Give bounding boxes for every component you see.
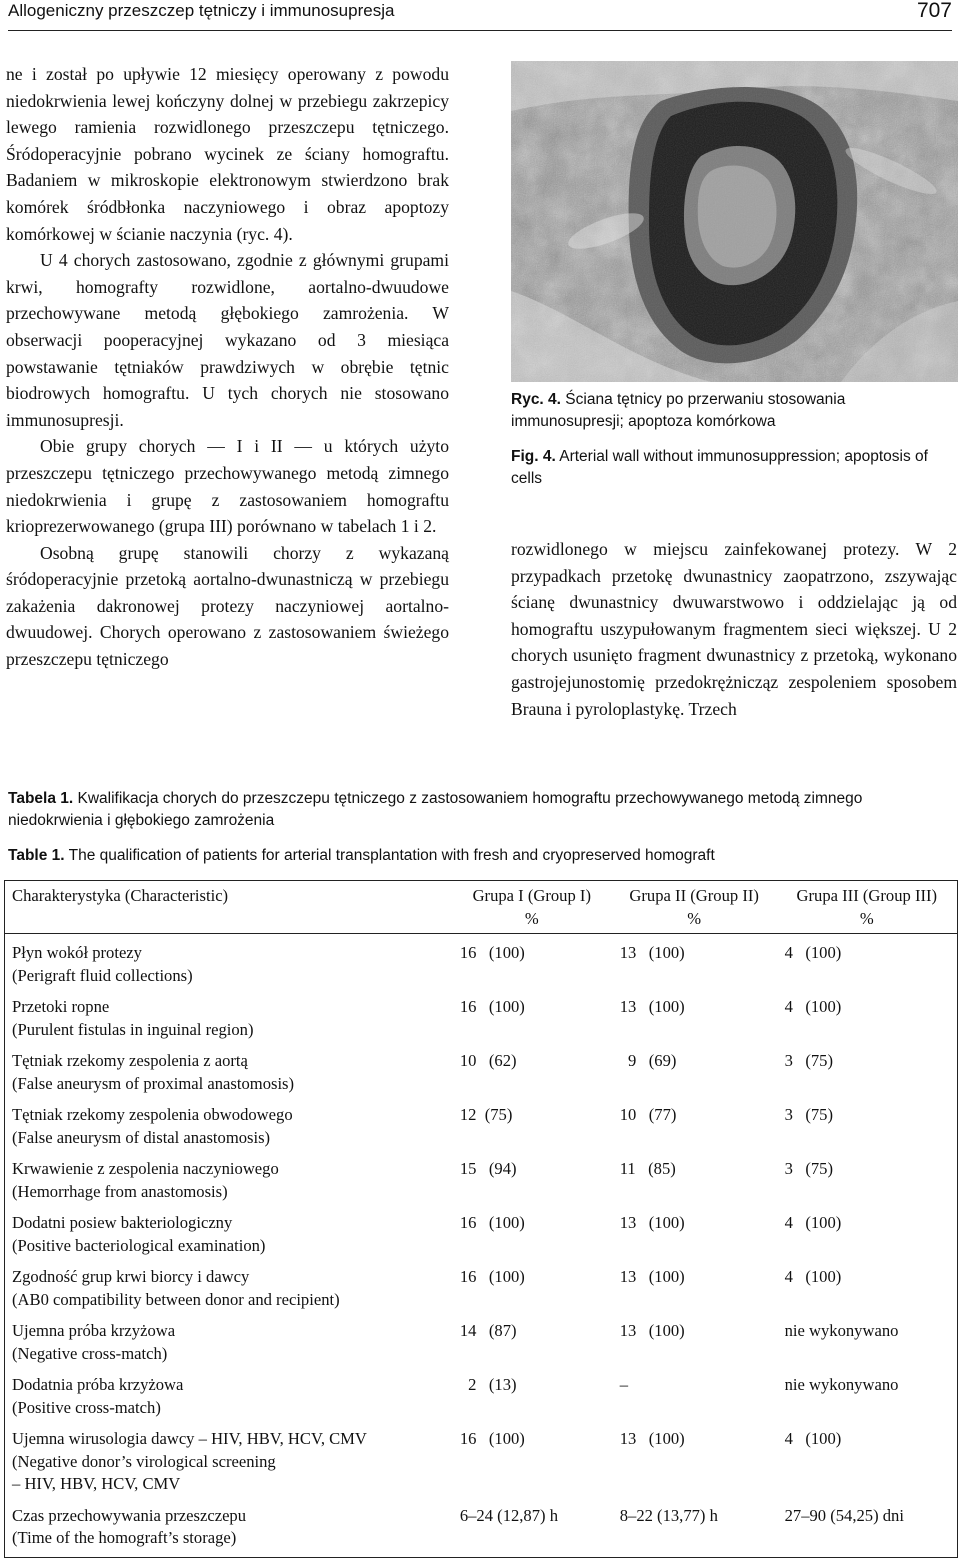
figure-caption-label: Ryc. 4. [511,391,561,408]
value-cell-g3: 3 (75) [784,1159,833,1178]
value-cell-g2: 13 (100) [619,1213,685,1232]
value-cell-g3: 4 (100) [784,943,842,962]
table-row [5,934,958,988]
header-characteristic: Charakterystyka (Characteristic) [5,881,452,934]
value-cell-g3: 3 (75) [784,1105,833,1124]
table-caption-pl [8,788,952,832]
characteristic-cell [5,1149,452,1203]
electron-micrograph-image [511,61,958,382]
characteristic-pl: Dodatni posiew bakteriologiczny [12,1213,233,1232]
value-cell-g1: 14 (87) [459,1321,517,1340]
table-row [5,1149,958,1203]
header-group-3 [777,881,958,934]
characteristic-cell [5,1041,452,1095]
table-row [5,1496,958,1558]
table-caption-en [8,845,952,867]
characteristic-en: (Positive cross-match) [12,1397,161,1417]
table-row [5,1419,958,1496]
paragraph: Osobną grupę stanowili chorzy z wykazaną śródoperacyjnie przetoką aortalno-dwunastniczą w przebiegu zakażenia dakronowej protezy naczyniowej aortalno-dwuudowej. Chorych operowano z zastosowaniem świeżego przeszczepu tętniczego [6,542,449,670]
value-cell-g1: 16 (100) [459,1267,525,1286]
value-cell-g1: 16 (100) [459,943,525,962]
header-percent: % [859,908,874,928]
paragraph: U 4 chorych zastosowano, zgodnie z głównymi grupami krwi, homografty rozwidlone, aortalno-dwuudowe przechowywane metodą głębokiego zamrożenia. W obserwacji pooperacyjnej wykazano od 3 miesiąca powstawanie tętniaków prawdziwych w obrębie tętnic biodrowych homograftu. U tych chorych nie stosowano immunosupresji. [6,250,449,430]
characteristic-cell [5,1365,452,1419]
value-cell-g2: 11 (85) [619,1159,676,1178]
characteristic-cell [5,1203,452,1257]
characteristic-en: (Negative cross-match) [12,1343,168,1363]
table-caption-label: Tabela 1. [8,790,74,807]
value-cell-g2: 13 (100) [619,1267,685,1286]
characteristic-pl: Tętniak rzekomy zespolenia obwodowego [12,1105,293,1124]
value-cell-g1: 15 (94) [459,1159,517,1178]
right-text-column [511,536,957,722]
characteristic-pl: Krwawienie z zespolenia naczyniowego [12,1159,279,1178]
table-caption-label: Table 1. [8,847,65,864]
characteristic-cell [5,1496,452,1558]
characteristic-pl: Dodatnia próba krzyżowa [12,1375,184,1394]
characteristic-pl: Ujemna wirusologia dawcy – HIV, HBV, HCV, CMV [12,1429,367,1448]
page-header [8,0,952,31]
characteristic-en: (Time of the homograft’s storage) [12,1528,237,1547]
figure-caption-pl [511,389,957,433]
characteristic-en: (Purulent fistulas in inguinal region) [12,1019,254,1039]
paragraph: ne i został po upływie 12 miesięcy operowany z powodu niedokrwienia lewej kończyny dolnej w przebiegu zakrzepicy lewego ramienia rozwidlonego przeszczepu tętniczego. Śródoperacyjnie pobrano wycinek ze ściany homograftu. Badaniem w mikroskopie elektronowym stwierdzono brak komórek śródbłonka naczyniowego i obraz apoptozy komórkowej w ścianie naczynia (ryc. 4). [6,64,449,244]
left-text-column [6,61,449,673]
table-row [5,987,958,1041]
characteristic-en: (AB0 compatibility between donor and recipient) [12,1289,340,1309]
value-cell-g3: 4 (100) [784,1213,842,1232]
value-cell-g2: 13 (100) [619,1321,685,1340]
micrograph-figure [511,61,958,382]
characteristic-cell [5,934,452,988]
characteristic-cell [5,987,452,1041]
characteristic-pl: Czas przechowywania przeszczepu [12,1505,247,1525]
paragraph: Obie grupy chorych — I i II — u których użyto przeszczepu tętniczego przechowywanego metodą zimnego niedokrwienia i grupę z zastosowaniem homograftu krioprezerwowanego (grupa III) porównano w tabelach 1 i 2. [6,436,449,537]
characteristic-cell [5,1257,452,1311]
characteristic-cell [5,1419,452,1496]
figure-caption-text: Arterial wall without immunosuppression; apoptosis of cells [511,448,928,487]
header-group-1-label: Grupa I (Group I) [472,886,591,905]
table-row [5,1095,958,1149]
table-row [5,1311,958,1365]
table-caption-text: The qualification of patients for arterial transplantation with fresh and cryopreserved homograft [68,847,715,864]
running-title: Allogeniczny przeszczep tętniczy i immunosupresja [8,1,395,20]
table-row [5,1257,958,1311]
header-percent: % [524,908,539,928]
value-cell-g3: 3 (75) [784,1051,833,1070]
characteristic-en: (Hemorrhage from anastomosis) [12,1181,228,1201]
figure-caption-text: Ściana tętnicy po przerwaniu stosowania immunosupresji; apoptoza komórkowa [511,391,846,430]
value-cell-g1: 16 (100) [459,1429,525,1448]
value-cell-g2: 13 (100) [619,943,685,962]
characteristic-en: (Negative donor’s virological screening [12,1451,276,1471]
value-cell-g2: 10 (77) [619,1105,677,1124]
characteristic-en: (False aneurysm of distal anastomosis) [12,1127,271,1147]
characteristic-pl: Tętniak rzekomy zespolenia z aortą [12,1051,248,1070]
characteristic-en: (False aneurysm of proximal anastomosis) [12,1073,295,1093]
characteristic-en: – HIV, HBV, HCV, CMV [12,1474,181,1493]
table-row [5,1365,958,1419]
characteristic-pl: Płyn wokół protezy [12,943,142,962]
header-group-3-label: Grupa III (Group III) [796,886,938,905]
value-cell-g2: 13 (100) [619,1429,685,1448]
value-cell-g3: 27–90 (54,25) dni [784,1505,904,1525]
figure-caption-en [511,446,957,490]
header-group-2-label: Grupa II (Group II) [629,886,759,905]
figure-caption-label: Fig. 4. [511,448,556,465]
characteristic-pl: Ujemna próba krzyżowa [12,1321,176,1340]
header-group-2 [612,881,777,934]
value-cell-g3: 4 (100) [784,1429,842,1448]
characteristic-en: (Perigraft fluid collections) [12,965,193,985]
value-cell-g1: 6–24 (12,87) h [459,1505,558,1525]
value-cell-g2: – [619,1375,629,1394]
value-cell-g2: 9 (69) [619,1051,677,1070]
value-cell-g1: 16 (100) [459,997,525,1016]
qualification-table [4,880,958,1558]
table-header-row [5,881,958,934]
value-cell-g1: 12 (75) [459,1105,513,1124]
characteristic-cell [5,1311,452,1365]
value-cell-g1: 2 (13) [459,1375,517,1394]
value-cell-g2: 8–22 (13,77) h [619,1505,718,1525]
characteristic-pl: Przetoki ropne [12,997,110,1016]
value-cell-g3: nie wykonywano [784,1321,899,1340]
paragraph: rozwidlonego w miejscu zainfekowanej protezy. W 2 przypadkach przetokę dwunastnicy zaopatrzono, zszywając ścianę dwunastnicy dwuwarstwowo i oddzielając ją od homograftu uszypułowanym fragmentem sieci większej. U 2 chorych usunięto fragment dwunastnicy z przetoką, wykonano gastrojejunostomię przedokrężnicząz zespoleniem sposobem Brauna i pyroloplastykę. Trzech [511,539,957,719]
table-body [5,934,958,1558]
characteristic-en: (Positive bacteriological examination) [12,1235,266,1255]
value-cell-g3: 4 (100) [784,1267,842,1286]
header-percent: % [687,908,702,928]
value-cell-g3: 4 (100) [784,997,842,1016]
value-cell-g1: 10 (62) [459,1051,517,1070]
value-cell-g3: nie wykonywano [784,1375,899,1394]
table-caption-text: Kwalifikacja chorych do przeszczepu tętniczego z zastosowaniem homograftu przechowywanego metodą zimnego niedokrwienia i głębokiego zamrożenia [8,790,863,829]
characteristic-pl: Zgodność grup krwi biorcy i dawcy [12,1267,250,1286]
page-number: 707 [916,0,952,22]
value-cell-g2: 13 (100) [619,997,685,1016]
characteristic-cell [5,1095,452,1149]
table-row [5,1203,958,1257]
value-cell-g1: 16 (100) [459,1213,525,1232]
table-row [5,1041,958,1095]
header-group-1 [452,881,612,934]
